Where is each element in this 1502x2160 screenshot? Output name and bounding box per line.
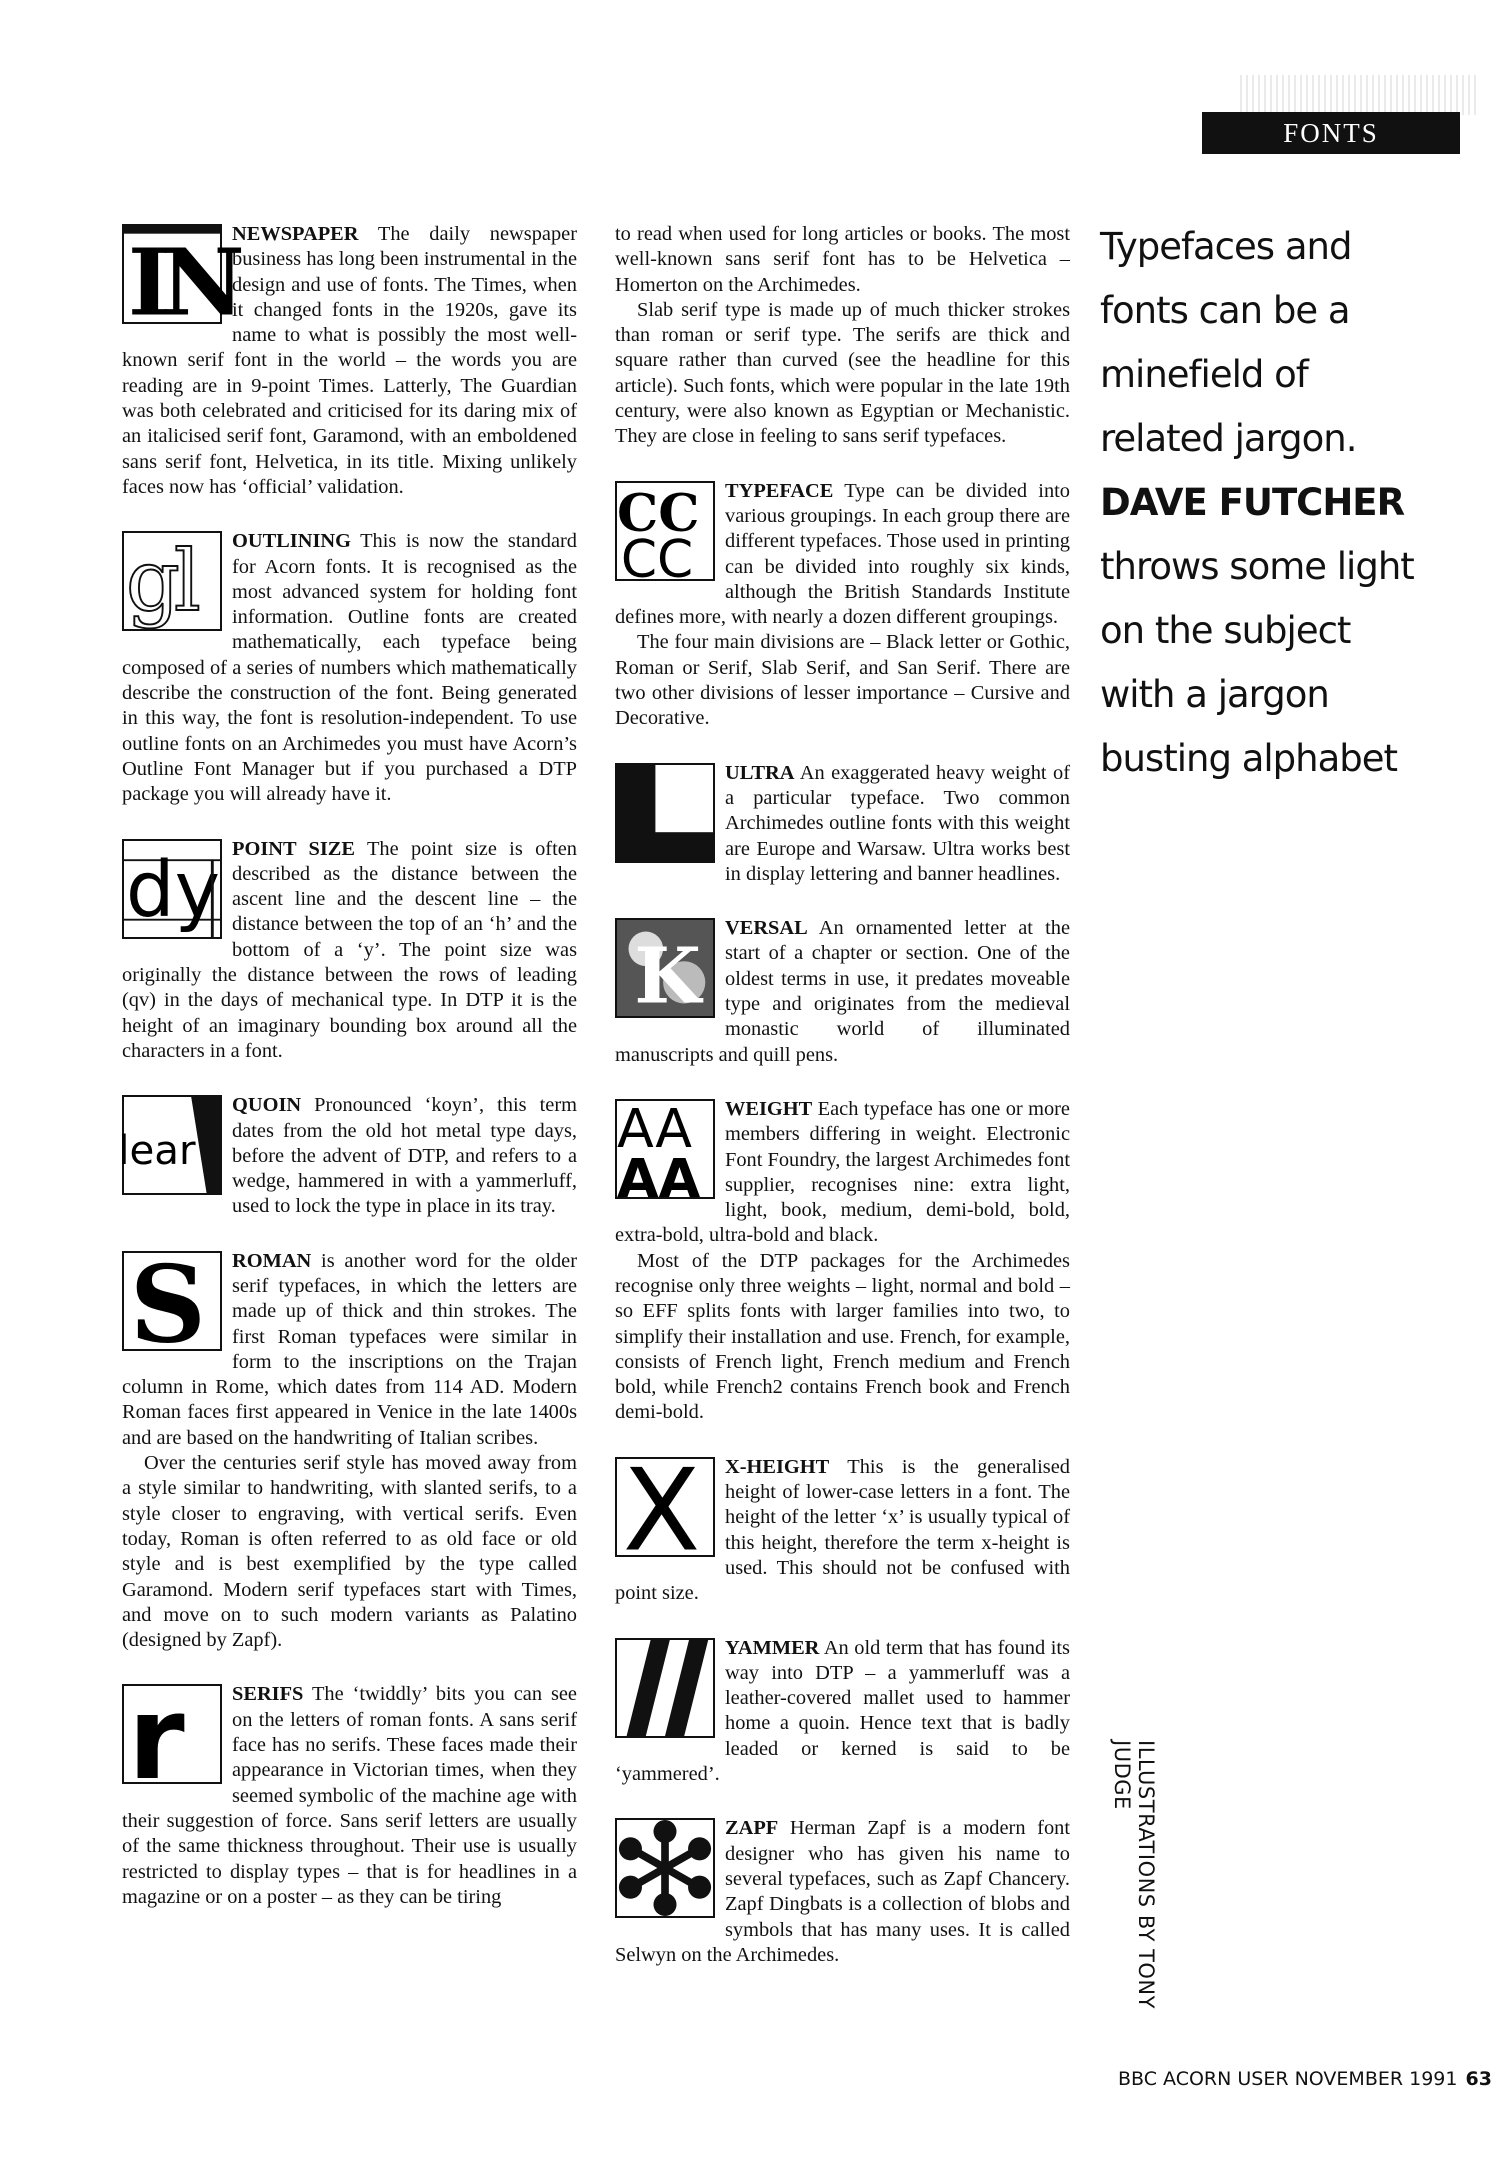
entry-text: is another word for the older serif typefaces, in which the letters are made up of thick and thin strokes. The first Roman typefaces were similar in form to the inscriptions on the Trajan column in Rome, which dates from 114 AD. Modern Roman faces first appeared in Venice in the late 1400s and are based on the handwriting of Italian scribes. (122, 1249, 577, 1449)
section-tab: FONTS (1202, 112, 1460, 154)
svg-text:N: N (160, 227, 245, 337)
glossary-entry-versal (615, 916, 1070, 1068)
roman-letter-icon (122, 1242, 222, 1367)
standfirst-line: with a jargon (1100, 673, 1329, 716)
entry-paragraph (615, 222, 1070, 298)
page-number: 63 (1465, 2068, 1492, 2090)
yammer-letter-icon (615, 1638, 715, 1738)
entry-text: The ‘twiddly’ bits you can see on the letters of roman fonts. A sans serif face has no serifs. These faces made their appearance in Victorian times, when they seemed symbolic of the machine age with their suggestion of force. Sans serif letters are usually of the same thickness throughout. Their use is usually restricted to display types – that is for headlines in a magazine or on a poster – as they can be tiring (122, 1683, 577, 1908)
svg-text:l: l (173, 532, 201, 631)
entry-paragraph (615, 1249, 1070, 1426)
entry-term: ROMAN (232, 1249, 312, 1272)
glossary-entry-outlining (122, 529, 577, 807)
standfirst-line: fonts can be a (1100, 289, 1350, 332)
entry-paragraph (122, 1451, 577, 1653)
glossary-entry-weight (615, 1097, 1070, 1426)
svg-text:I: I (127, 227, 171, 337)
entry-text: Each typeface has one or more members differing in weight. Electronic Font Foundry, the largest Archimedes font supplier, recognises nine: extra light, light, book, medium, demi-bold, bold, extra-bold, ultra-bold and black. (615, 1097, 1070, 1247)
entry-term: ZAPF (725, 1817, 779, 1840)
glossary-entry-newspaper (122, 222, 577, 500)
glossary-entry-ultra (615, 761, 1070, 887)
dingbat-blob-icon (615, 1818, 715, 1918)
sans-serif-letter-icon (122, 1672, 222, 1807)
entry-term: POINT SIZE (232, 837, 355, 860)
svg-text:CC: CC (617, 482, 700, 544)
entry-text: Most of the DTP packages for the Archimedes recognise only three weights – light, normal and bold – so EFF splits fonts with larger families into two, to simplify their installation and use. French, for example, consists of French light, French medium and French bold, while French2 contains French book and French demi-bold. (615, 1249, 1070, 1424)
point-size-icon (122, 839, 222, 939)
entry-text: Slab serif type is made up of much thicker strokes than roman or serif type. The serifs are thick and square rather than curved (see the headline for this article). Such fonts, which were popular in the late 19th century, were also known as Egyptian or Mechanistic. They are close in feeling to sans serif typefaces. (615, 298, 1070, 448)
typeface-letters-icon (615, 481, 715, 590)
entry-term: QUOIN (232, 1094, 302, 1117)
glossary-continuation (615, 222, 1070, 450)
outline-letter-icon (122, 531, 222, 631)
glossary-entry-quoin (118, 1093, 577, 1219)
entry-paragraph (615, 630, 1070, 731)
standfirst-line: on the subject (1100, 609, 1351, 652)
entry-term: SERIFS (232, 1683, 304, 1706)
entry-text: This is now the standard for Acorn fonts. It is recognised as the most advanced system for holding font information. Outline fonts are created mathematically, each typeface being composed of a series of numbers which mathematically describe the construction of the font. Being generated in this way, the font is resolution-independent. To use outline fonts on an Archimedes you must have Acorn’s Outline Font Manager but if you purchased a DTP package you will already have it. (122, 530, 577, 806)
entry-term: TYPEFACE (725, 479, 834, 502)
standfirst-line: related jargon. (1100, 417, 1357, 460)
entry-term: X-HEIGHT (725, 1455, 830, 1478)
glossary-entry-yammer (615, 1636, 1070, 1788)
svg-text:lear: lear (118, 1127, 196, 1175)
entry-text: to read when used for long articles or books. The most well-known sans serif font has to be Helvetica – Homerton on the Archimedes. (615, 223, 1070, 296)
column-middle (615, 222, 1070, 1997)
glossary-entry-zapf (615, 1816, 1070, 1968)
svg-text:AA: AA (617, 1146, 701, 1210)
versal-ornament-icon (615, 918, 715, 1022)
standfirst-line: Typefaces and (1100, 225, 1352, 268)
entry-text: An old term that has found its way into DTP – a yammerluff was a leather-covered mallet used to hammer home a quoin. Hence text that is badly leaded or kerned is said to be ‘yammered’. (615, 1636, 1070, 1786)
glossary-entry-point-size (122, 837, 577, 1065)
quoin-wedge-icon (118, 1095, 222, 1195)
entry-text: The point size is often described as the distance between the ascent line and the descent line – the distance between the top of an ‘h’ and the bottom of a ‘y’. The point size was originally the distance between the rows of leading (qv) in the days of mechanical type. In DTP it is the height of an imaginary bounding box around all the characters in a font. (122, 837, 577, 1062)
ultra-block-icon (615, 763, 715, 863)
entry-text: Over the centuries serif style has moved away from a style similar to handwriting, with slanted serifs, to a style closer to engraving, with vertical serifs. Even today, Roman is often referred to as old face or old style and is best exemplified by the type called Garamond. Modern serif typefaces start with Times, and move on to such modern variants as Palatino (designed by Zapf). (122, 1452, 577, 1652)
entry-term: YAMMER (725, 1636, 820, 1659)
entry-text: This is the generalised height of lower-case letters in a font. The height of the letter ‘x’ is usually typical of this height, therefore the term x-height is used. This should not be confused with point size. (615, 1455, 1070, 1605)
glossary-entry-serifs (122, 1672, 577, 1910)
newspaper-initial-icon (122, 224, 245, 337)
entry-term: NEWSPAPER (232, 223, 359, 245)
svg-text:g: g (125, 532, 180, 631)
header-texture (1240, 75, 1480, 115)
x-letter-icon (615, 1444, 715, 1577)
svg-text:r: r (127, 1672, 185, 1807)
entry-term: ULTRA (725, 761, 795, 784)
illustration-credit: ILLUSTRATIONS BY TONY JUDGE (1110, 1740, 1158, 2009)
weight-letters-icon (615, 1096, 715, 1210)
entry-text: Type can be divided into various groupings. In each group there are different typefaces. Those used in printing can be divided into roughly six kinds, although the British Standards Institute defines more, with nearly a dozen different groupings. (615, 479, 1070, 629)
page-footer (1118, 2068, 1492, 2090)
entry-text: The four main divisions are – Black letter or Gothic, Roman or Serif, Slab Serif, and San Serif. There are two other divisions of lesser importance – Cursive and Decorative. (615, 631, 1070, 730)
glossary-entry-roman (122, 1242, 577, 1654)
column-left (118, 222, 577, 1939)
entry-text: Herman Zapf is a modern font designer who has given his name to several typefaces, such as Zapf Chancery. Zapf Dingbats is a collection of blobs and symbols that has many uses. It is called Selwyn on the Archimedes. (615, 1817, 1070, 1966)
entry-paragraph (615, 298, 1070, 450)
entry-text: An exaggerated heavy weight of a particular typeface. Two common Archimedes outline fonts with this weight are Europe and Warsaw. Ultra works best in display lettering and banner headlines. (725, 761, 1070, 885)
entry-term: WEIGHT (725, 1097, 813, 1120)
entry-term: OUTLINING (232, 530, 351, 553)
glossary-entry-typeface (615, 479, 1070, 732)
glossary-entry-x-height (615, 1444, 1070, 1607)
author-name: DAVE FUTCHER (1100, 481, 1405, 524)
standfirst (1100, 215, 1430, 791)
standfirst-line: throws some light (1100, 545, 1414, 588)
svg-text:X: X (622, 1444, 701, 1577)
entry-term: VERSAL (725, 917, 808, 940)
svg-text:AA: AA (617, 1096, 693, 1160)
entry-text: Pronounced ‘koyn’, this term dates from the old hot metal type days, before the advent of DTP, and refers to a wedge, hammered in with a yammerluff, used to lock the type in place in its tray. (232, 1094, 577, 1218)
standfirst-line: busting alphabet (1100, 737, 1398, 780)
svg-text:S: S (129, 1242, 207, 1367)
svg-text:CC: CC (620, 529, 694, 590)
svg-text:dy: dy (125, 845, 221, 935)
issue-label: BBC ACORN USER NOVEMBER 1991 (1118, 2068, 1458, 2090)
svg-text:K: K (634, 931, 702, 1022)
entry-text: An ornamented letter at the start of a chapter or section. One of the oldest terms in use, it predates moveable type and originates from the medieval monastic world of illuminated manuscripts and quill pens. (615, 917, 1070, 1066)
standfirst-line: minefield of (1100, 353, 1308, 396)
entry-text: The daily newspaper business has long been instrumental in the design and use of fonts. The Times, when it changed fonts in the 1920s, gave its name to what is possibly the most well-known serif font in the world – the words you are reading are in 9-point Times. Latterly, The Guardian was both celebrated and criticised for its daring mix of an italicised serif font, Garamond, with an emboldened sans serif font, Helvetica, in its title. Mixing unlikely faces now has ‘official’ validation. (122, 223, 577, 498)
